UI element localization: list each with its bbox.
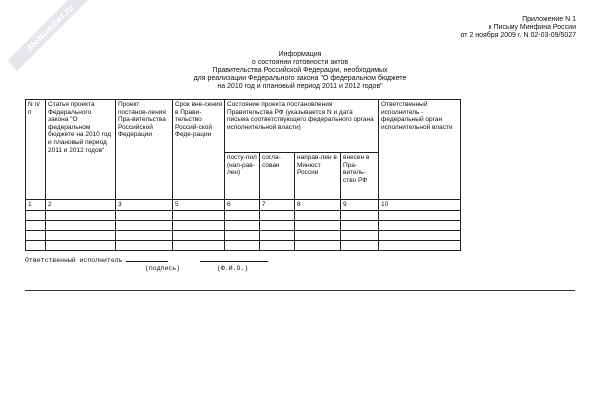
header-draft: Проект постанов-ления Пра-вительства Российской Федерации <box>116 100 173 200</box>
column-number: 9 <box>341 200 379 211</box>
status-table <box>25 99 461 251</box>
table-cell <box>379 241 461 251</box>
table-row <box>26 221 461 231</box>
table-cell <box>379 231 461 241</box>
table-cell <box>46 231 116 241</box>
column-number: 5 <box>173 200 225 211</box>
title-line-3: Правительства Российской Федерации, необходимых <box>212 67 388 74</box>
table-cell <box>173 221 225 231</box>
column-number: 1 <box>26 200 46 211</box>
table-cell <box>260 241 295 251</box>
table-cell <box>379 211 461 221</box>
signature-underline <box>126 255 168 262</box>
table-cell <box>225 221 260 231</box>
column-number: 10 <box>379 200 461 211</box>
table-cell <box>116 241 173 251</box>
table-cell <box>295 211 341 221</box>
signature-block <box>25 255 268 273</box>
table-cell <box>116 211 173 221</box>
table-row <box>26 211 461 221</box>
table-cell <box>260 211 295 221</box>
appendix-line-3: от 2 ноября 2009 г. N 02-03-09/5027 <box>460 32 576 39</box>
table-cell <box>341 221 379 231</box>
header-article: Статья проекта Федерального закона "О федеральном бюджете на 2010 год и плановый период 2011 и 2012 годов" <box>46 100 116 200</box>
table-row <box>26 231 461 241</box>
watermark: NoNumber.ru <box>7 0 95 71</box>
table-cell <box>341 211 379 221</box>
column-number: 8 <box>295 200 341 211</box>
subheader-agreed: согла-сован <box>260 153 295 200</box>
table-header-row <box>26 100 461 153</box>
table-cell <box>116 231 173 241</box>
appendix-line-1: Приложение N 1 <box>522 16 576 23</box>
table-cell <box>173 211 225 221</box>
table-cell <box>173 241 225 251</box>
table-cell <box>26 211 46 221</box>
table-cell <box>341 231 379 241</box>
table-cell <box>46 211 116 221</box>
title-line-2: о состоянии готовности актов <box>251 59 349 66</box>
table-cell <box>225 241 260 251</box>
executor-label: Ответственный исполнитель <box>25 257 123 264</box>
table-cell <box>26 231 46 241</box>
subheader-submitted: внесен в Пра-витель-ство РФ <box>341 153 379 200</box>
column-number: 6 <box>225 200 260 211</box>
table-cell <box>225 231 260 241</box>
signature-captions <box>25 265 268 273</box>
table-cell <box>295 231 341 241</box>
column-number: 2 <box>46 200 116 211</box>
appendix-reference <box>461 16 576 40</box>
column-number: 7 <box>260 200 295 211</box>
table-cell <box>26 221 46 231</box>
title-line-4: для реализации Федерального закона "О федеральном бюджете <box>193 75 407 82</box>
subheader-received: посту-пил (нап-рав-лен) <box>225 153 260 200</box>
header-status: Состояние проекта постановления Правительства РФ (указывается N и дата письма соответствующего федерального органа исполнительной власти) <box>225 100 379 153</box>
title-line-1: Информация <box>278 51 322 58</box>
appendix-line-2: к Письму Минфина России <box>488 24 576 31</box>
table-cell <box>379 221 461 231</box>
header-responsible: Ответственный исполнитель - федеральный орган исполнительной власти <box>379 100 461 200</box>
table-cell <box>116 221 173 231</box>
document-title <box>0 51 600 91</box>
table-cell <box>295 241 341 251</box>
table-cell <box>295 221 341 231</box>
signature-line <box>25 255 268 265</box>
header-deadline: Срок вне-сения в Прави-тельство Россий-ской Феде-рации <box>173 100 225 200</box>
table-cell <box>26 241 46 251</box>
table-cell <box>225 211 260 221</box>
bottom-divider <box>25 290 575 291</box>
name-caption: (Ф.И.О.) <box>217 265 249 272</box>
table-cell <box>46 241 116 251</box>
subheader-sent-minjust: направ-лен в Минюст России <box>295 153 341 200</box>
table-cell <box>173 231 225 241</box>
table-row <box>26 241 461 251</box>
sign-caption: (подпись) <box>145 265 181 272</box>
table-cell <box>46 221 116 231</box>
table-cell <box>260 221 295 231</box>
table-cell <box>260 231 295 241</box>
header-num: N п/п <box>26 100 46 200</box>
column-number: 3 <box>116 200 173 211</box>
name-underline <box>200 255 268 262</box>
title-line-5: на 2010 год и плановый период 2011 и 2012 годов" <box>217 83 383 90</box>
table-cell <box>341 241 379 251</box>
column-number-row <box>26 200 461 211</box>
